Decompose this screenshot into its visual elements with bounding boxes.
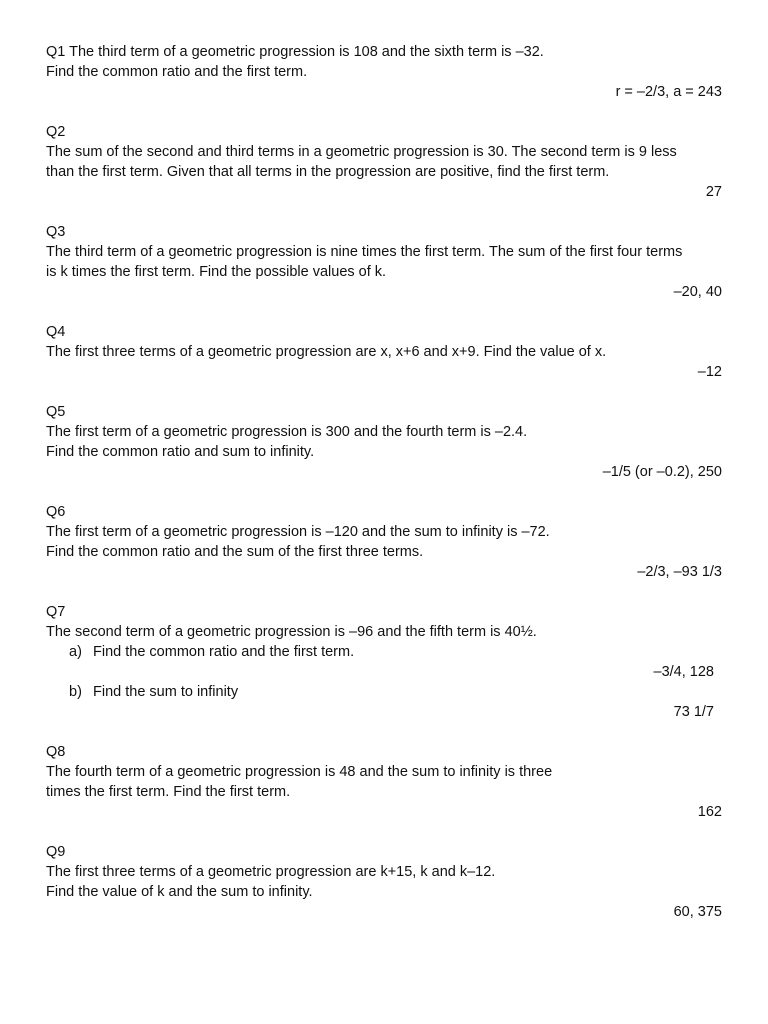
question-4-answer: –12 bbox=[697, 364, 722, 380]
question-1-line-1: Q1 The third term of a geometric progression is 108 and the sixth term is –32. bbox=[46, 44, 544, 60]
question-3-answer: –20, 40 bbox=[673, 284, 722, 300]
question-8-line-1: The fourth term of a geometric progression is 48 and the sum to infinity is three bbox=[46, 764, 553, 780]
question-1 bbox=[46, 42, 722, 102]
question-9-answer: 60, 375 bbox=[673, 904, 722, 920]
question-5-label: Q5 bbox=[46, 404, 66, 420]
question-5-line-1: The first term of a geometric progression is 300 and the fourth term is –2.4. bbox=[46, 424, 528, 440]
question-4-label: Q4 bbox=[46, 324, 66, 340]
question-5 bbox=[46, 402, 722, 482]
question-7-part-b bbox=[46, 682, 722, 702]
question-8-line-2: times the first term. Find the first term. bbox=[46, 784, 291, 800]
question-3 bbox=[46, 222, 722, 302]
question-3-text: The third term of a geometric progression is nine times the first term. The sum of the first four terms is k times the first term. Find the possible values of k. bbox=[46, 244, 683, 280]
question-6-answer: –2/3, –93 1/3 bbox=[637, 564, 722, 580]
question-6 bbox=[46, 502, 722, 582]
question-8 bbox=[46, 742, 722, 822]
question-2 bbox=[46, 122, 722, 202]
question-7-part-b-label: b) bbox=[69, 684, 82, 700]
question-8-answer: 162 bbox=[697, 804, 722, 820]
question-9 bbox=[46, 842, 722, 922]
question-7-label: Q7 bbox=[46, 604, 66, 620]
question-6-line-1: The first term of a geometric progression is –120 and the sum to infinity is –72. bbox=[46, 524, 550, 540]
question-6-label: Q6 bbox=[46, 504, 66, 520]
question-5-line-2: Find the common ratio and sum to infinity. bbox=[46, 444, 315, 460]
question-5-answer: –1/5 (or –0.2), 250 bbox=[602, 464, 722, 480]
question-2-answer: 27 bbox=[705, 184, 722, 200]
question-7 bbox=[46, 602, 722, 722]
question-8-label: Q8 bbox=[46, 744, 66, 760]
question-7-part-a-text: Find the common ratio and the first term. bbox=[93, 644, 355, 660]
question-9-label: Q9 bbox=[46, 844, 66, 860]
question-4-text: The first three terms of a geometric progression are x, x+6 and x+9. Find the value of x. bbox=[46, 344, 607, 360]
question-7-part-a-answer: –3/4, 128 bbox=[653, 664, 714, 680]
question-1-line-2: Find the common ratio and the first term. bbox=[46, 64, 308, 80]
question-6-line-2: Find the common ratio and the sum of the first three terms. bbox=[46, 544, 424, 560]
question-2-text: The sum of the second and third terms in a geometric progression is 30. The second term is 9 less than the first term. Given that all terms in the progression are positive, find the first term. bbox=[46, 144, 677, 180]
question-7-text: The second term of a geometric progression is –96 and the fifth term is 40½. bbox=[46, 624, 537, 640]
question-9-line-2: Find the value of k and the sum to infinity. bbox=[46, 884, 313, 900]
question-2-label: Q2 bbox=[46, 124, 66, 140]
question-9-line-1: The first three terms of a geometric progression are k+15, k and k–12. bbox=[46, 864, 496, 880]
question-7-part-a bbox=[46, 642, 722, 662]
question-7-part-b-answer: 73 1/7 bbox=[673, 704, 714, 720]
question-3-label: Q3 bbox=[46, 224, 66, 240]
question-7-part-b-text: Find the sum to infinity bbox=[93, 684, 239, 700]
question-7-part-a-label: a) bbox=[69, 644, 82, 660]
question-1-answer: r = –2/3, a = 243 bbox=[615, 84, 722, 100]
worksheet bbox=[46, 42, 722, 922]
question-4 bbox=[46, 322, 722, 382]
